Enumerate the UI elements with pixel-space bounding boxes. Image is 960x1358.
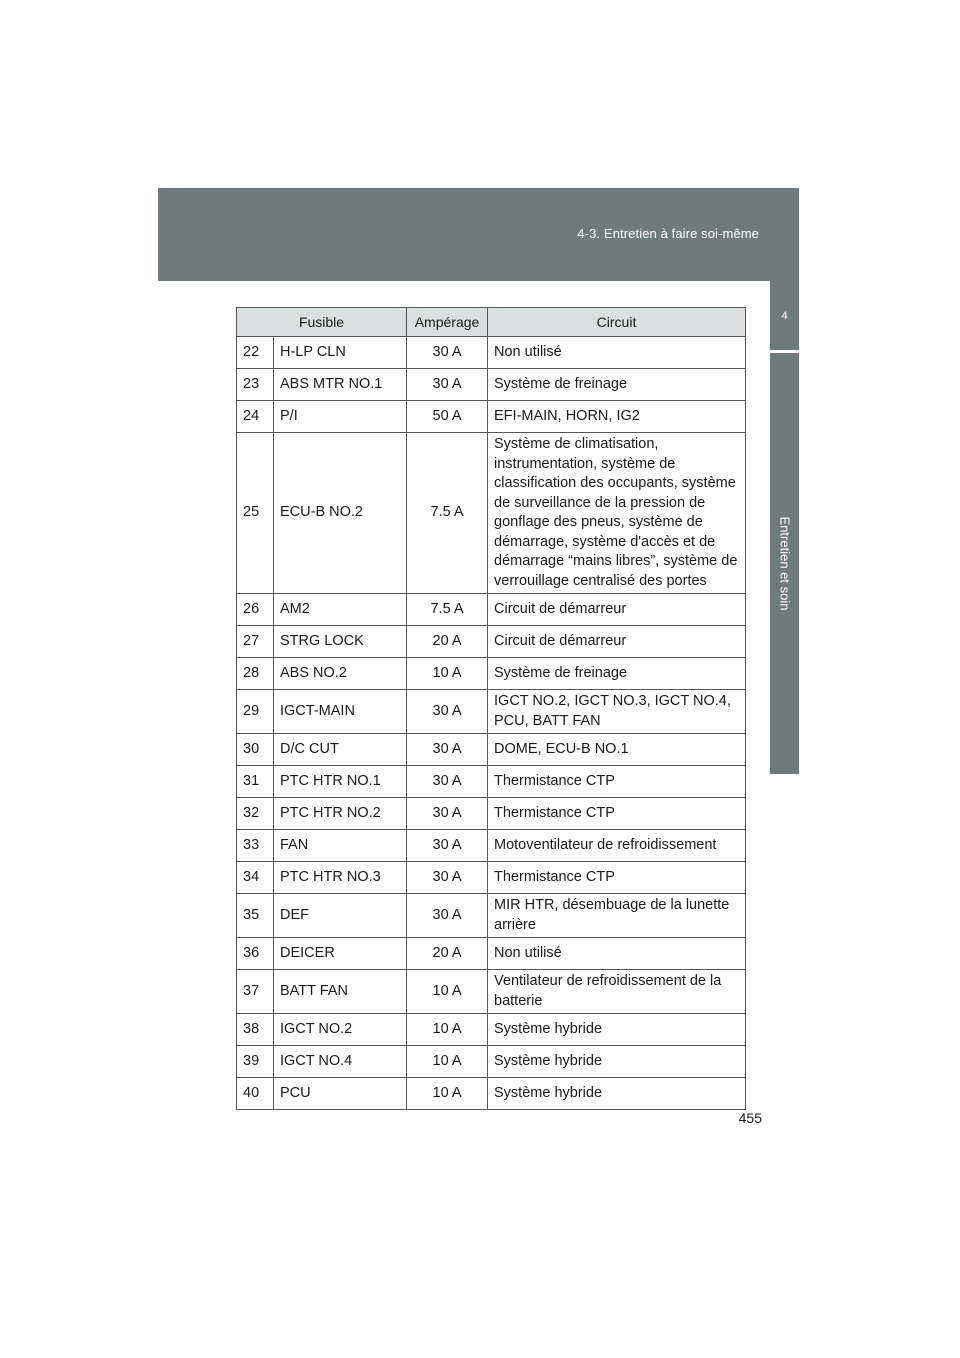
circuit-cell: IGCT NO.2, IGCT NO.3, IGCT NO.4, PCU, BATT FAN: [488, 690, 746, 734]
table-header-row: [237, 308, 746, 337]
amperage-cell: 10 A: [407, 970, 488, 1014]
chapter-title-container: [770, 353, 799, 774]
header-circuit: Circuit: [488, 308, 746, 337]
amperage-cell: 20 A: [407, 626, 488, 658]
circuit-cell: EFI-MAIN, HORN, IG2: [488, 401, 746, 433]
amperage-cell: 10 A: [407, 1046, 488, 1078]
table-row: [237, 658, 746, 690]
fuse-number-cell: 26: [237, 594, 274, 626]
table-row: [237, 830, 746, 862]
circuit-cell: DOME, ECU-B NO.1: [488, 734, 746, 766]
table-row: [237, 337, 746, 369]
amperage-cell: 30 A: [407, 734, 488, 766]
fuse-number-cell: 31: [237, 766, 274, 798]
fuse-name-cell: IGCT NO.2: [274, 1014, 407, 1046]
circuit-cell: Système hybride: [488, 1078, 746, 1110]
fuse-name-cell: DEF: [274, 894, 407, 938]
fuse-name-cell: PCU: [274, 1078, 407, 1110]
table-row: [237, 766, 746, 798]
table-row: [237, 1078, 746, 1110]
chapter-title: Entretien et soin: [777, 516, 793, 611]
table-row: [237, 894, 746, 938]
fuse-name-cell: D/C CUT: [274, 734, 407, 766]
amperage-cell: 10 A: [407, 1078, 488, 1110]
table-row: [237, 970, 746, 1014]
circuit-cell: Système hybride: [488, 1014, 746, 1046]
table-row: [237, 369, 746, 401]
fuse-number-cell: 29: [237, 690, 274, 734]
fuse-number-cell: 23: [237, 369, 274, 401]
table-row: [237, 734, 746, 766]
circuit-cell: Ventilateur de refroidissement de la batterie: [488, 970, 746, 1014]
fuse-name-cell: H-LP CLN: [274, 337, 407, 369]
circuit-cell: Thermistance CTP: [488, 766, 746, 798]
amperage-cell: 30 A: [407, 766, 488, 798]
table-row: [237, 433, 746, 594]
header-fuse: Fusible: [237, 308, 407, 337]
fuse-name-cell: PTC HTR NO.1: [274, 766, 407, 798]
fuse-name-cell: AM2: [274, 594, 407, 626]
fuse-name-cell: ABS NO.2: [274, 658, 407, 690]
table-body: [237, 337, 746, 1110]
table-row: [237, 626, 746, 658]
amperage-cell: 50 A: [407, 401, 488, 433]
circuit-cell: Non utilisé: [488, 337, 746, 369]
fuse-number-cell: 34: [237, 862, 274, 894]
circuit-cell: Motoventilateur de refroidissement: [488, 830, 746, 862]
chapter-side-tab: [770, 281, 799, 774]
section-header: [158, 188, 799, 281]
fuse-name-cell: BATT FAN: [274, 970, 407, 1014]
amperage-cell: 30 A: [407, 830, 488, 862]
amperage-cell: 7.5 A: [407, 433, 488, 594]
fuse-table: [236, 307, 746, 1110]
circuit-cell: Système de climatisation, instrumentation, système de classification des occupants, système de surveillance de la pression de gonflage des pneus, système de démarrage, système d'accès et de démarrage “mains libres”, système de verrouillage centralisé des portes: [488, 433, 746, 594]
fuse-name-cell: PTC HTR NO.3: [274, 862, 407, 894]
amperage-cell: 7.5 A: [407, 594, 488, 626]
fuse-number-cell: 35: [237, 894, 274, 938]
fuse-number-cell: 36: [237, 938, 274, 970]
fuse-name-cell: P/I: [274, 401, 407, 433]
fuse-name-cell: ABS MTR NO.1: [274, 369, 407, 401]
amperage-cell: 30 A: [407, 369, 488, 401]
fuse-number-cell: 37: [237, 970, 274, 1014]
amperage-cell: 10 A: [407, 658, 488, 690]
page-number: 455: [738, 1110, 762, 1126]
circuit-cell: Système hybride: [488, 1046, 746, 1078]
fuse-number-cell: 24: [237, 401, 274, 433]
fuse-number-cell: 40: [237, 1078, 274, 1110]
fuse-name-cell: FAN: [274, 830, 407, 862]
circuit-cell: Circuit de démarreur: [488, 594, 746, 626]
fuse-number-cell: 32: [237, 798, 274, 830]
table-row: [237, 594, 746, 626]
fuse-name-cell: IGCT-MAIN: [274, 690, 407, 734]
circuit-cell: Système de freinage: [488, 658, 746, 690]
circuit-cell: Non utilisé: [488, 938, 746, 970]
circuit-cell: Thermistance CTP: [488, 798, 746, 830]
circuit-cell: Circuit de démarreur: [488, 626, 746, 658]
circuit-cell: Thermistance CTP: [488, 862, 746, 894]
table-row: [237, 401, 746, 433]
fuse-name-cell: ECU-B NO.2: [274, 433, 407, 594]
amperage-cell: 30 A: [407, 894, 488, 938]
fuse-number-cell: 33: [237, 830, 274, 862]
table-row: [237, 862, 746, 894]
table-row: [237, 1046, 746, 1078]
fuse-number-cell: 22: [237, 337, 274, 369]
fuse-number-cell: 28: [237, 658, 274, 690]
table-row: [237, 798, 746, 830]
amperage-cell: 20 A: [407, 938, 488, 970]
fuse-number-cell: 25: [237, 433, 274, 594]
amperage-cell: 30 A: [407, 690, 488, 734]
circuit-cell: Système de freinage: [488, 369, 746, 401]
table-row: [237, 1014, 746, 1046]
amperage-cell: 10 A: [407, 1014, 488, 1046]
fuse-name-cell: IGCT NO.4: [274, 1046, 407, 1078]
fuse-name-cell: STRG LOCK: [274, 626, 407, 658]
chapter-number: 4: [781, 309, 788, 322]
header-amperage: Ampérage: [407, 308, 488, 337]
circuit-cell: MIR HTR, désembuage de la lunette arrière: [488, 894, 746, 938]
fuse-number-cell: 39: [237, 1046, 274, 1078]
table-row: [237, 938, 746, 970]
fuse-name-cell: PTC HTR NO.2: [274, 798, 407, 830]
fuse-number-cell: 30: [237, 734, 274, 766]
fuse-number-cell: 38: [237, 1014, 274, 1046]
fuse-name-cell: DEICER: [274, 938, 407, 970]
amperage-cell: 30 A: [407, 337, 488, 369]
amperage-cell: 30 A: [407, 798, 488, 830]
amperage-cell: 30 A: [407, 862, 488, 894]
table-row: [237, 690, 746, 734]
fuse-number-cell: 27: [237, 626, 274, 658]
section-title: 4-3. Entretien à faire soi-même: [577, 226, 759, 241]
